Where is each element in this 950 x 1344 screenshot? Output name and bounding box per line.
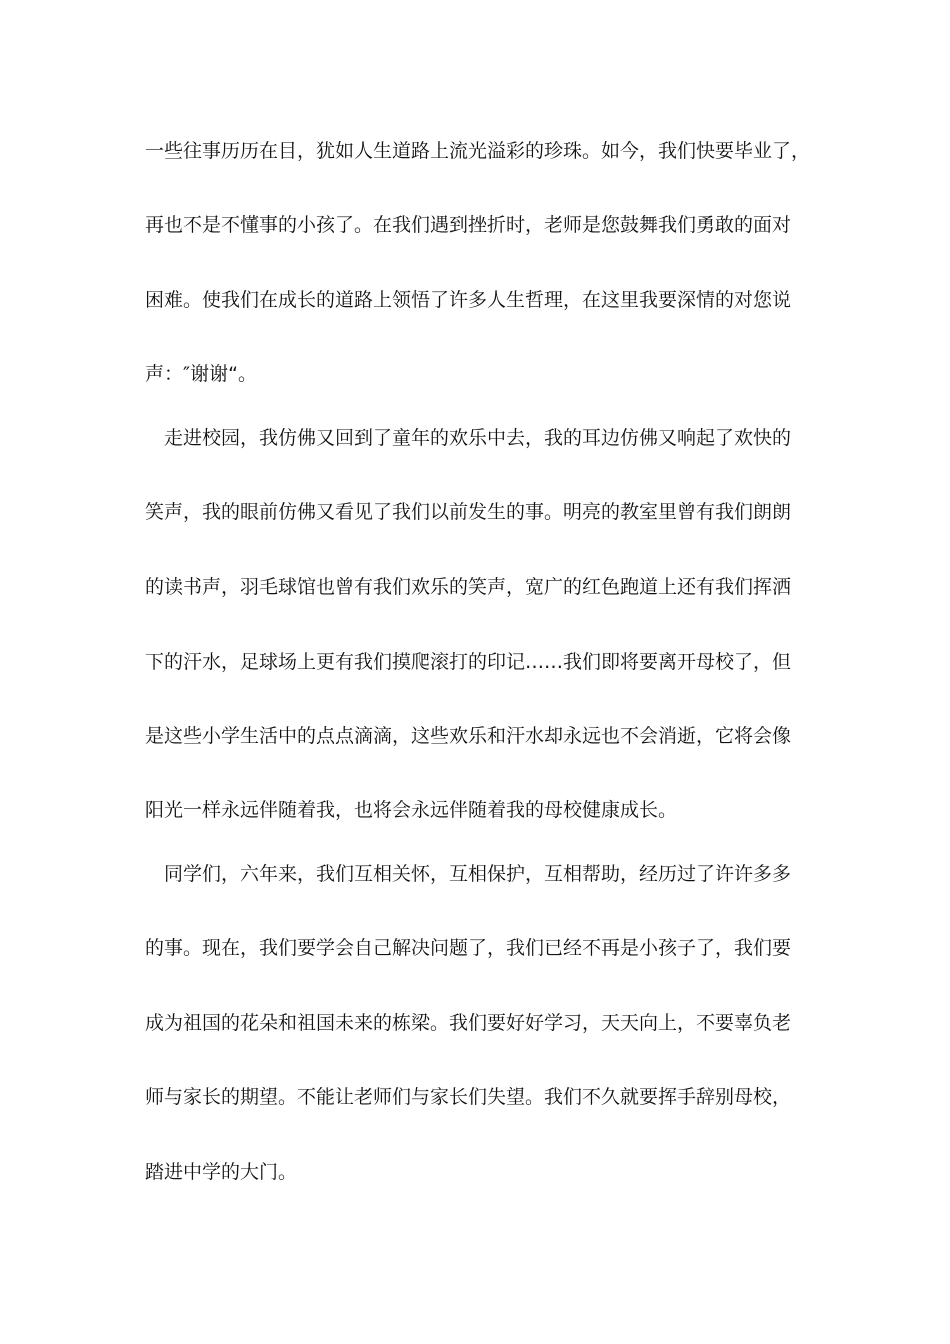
text-line: 踏进中学的大门。	[145, 1161, 298, 1183]
text-line: 再也不是不懂事的小孩了。在我们遇到挫折时，老师是您鼓舞我们勇敢的面对	[145, 214, 792, 236]
text-line: 走进校园，我仿佛又回到了童年的欢乐中去，我的耳边仿佛又响起了欢快的	[145, 427, 792, 449]
text-line: 困难。使我们在成长的道路上领悟了许多人生哲理，在这里我要深情的对您说	[145, 289, 792, 311]
text-line: 师与家长的期望。不能让老师们与家长们失望。我们不久就要挥手辞别母校，	[145, 1086, 792, 1108]
text-line: 声：″谢谢“。	[145, 363, 257, 385]
text-line: 一些往事历历在目，犹如人生道路上流光溢彩的珍珠。如今，我们快要毕业了，	[145, 140, 811, 162]
text-line: 笑声，我的眼前仿佛又看见了我们以前发生的事。明亮的教室里曾有我们朗朗	[145, 501, 792, 523]
text-line: 下的汗水，足球场上更有我们摸爬滚打的印记……我们即将要离开母校了，但	[145, 651, 792, 673]
text-line: 的读书声，羽毛球馆也曾有我们欢乐的笑声，宽广的红色跑道上还有我们挥洒	[145, 576, 792, 598]
text-line: 的事。现在，我们要学会自己解决问题了，我们已经不再是小孩子了，我们要	[145, 937, 792, 959]
text-line: 成为祖国的花朵和祖国未来的栋梁。我们要好好学习，天天向上，不要辜负老	[145, 1012, 792, 1034]
text-line: 阳光一样永远伴随着我，也将会永远伴随着我的母校健康成长。	[145, 799, 678, 821]
text-line: 同学们，六年来，我们互相关怀，互相保护，互相帮助，经历过了许许多多	[145, 863, 792, 885]
text-line: 是这些小学生活中的点点滴滴，这些欢乐和汗水却永远也不会消逝，它将会像	[145, 725, 792, 747]
